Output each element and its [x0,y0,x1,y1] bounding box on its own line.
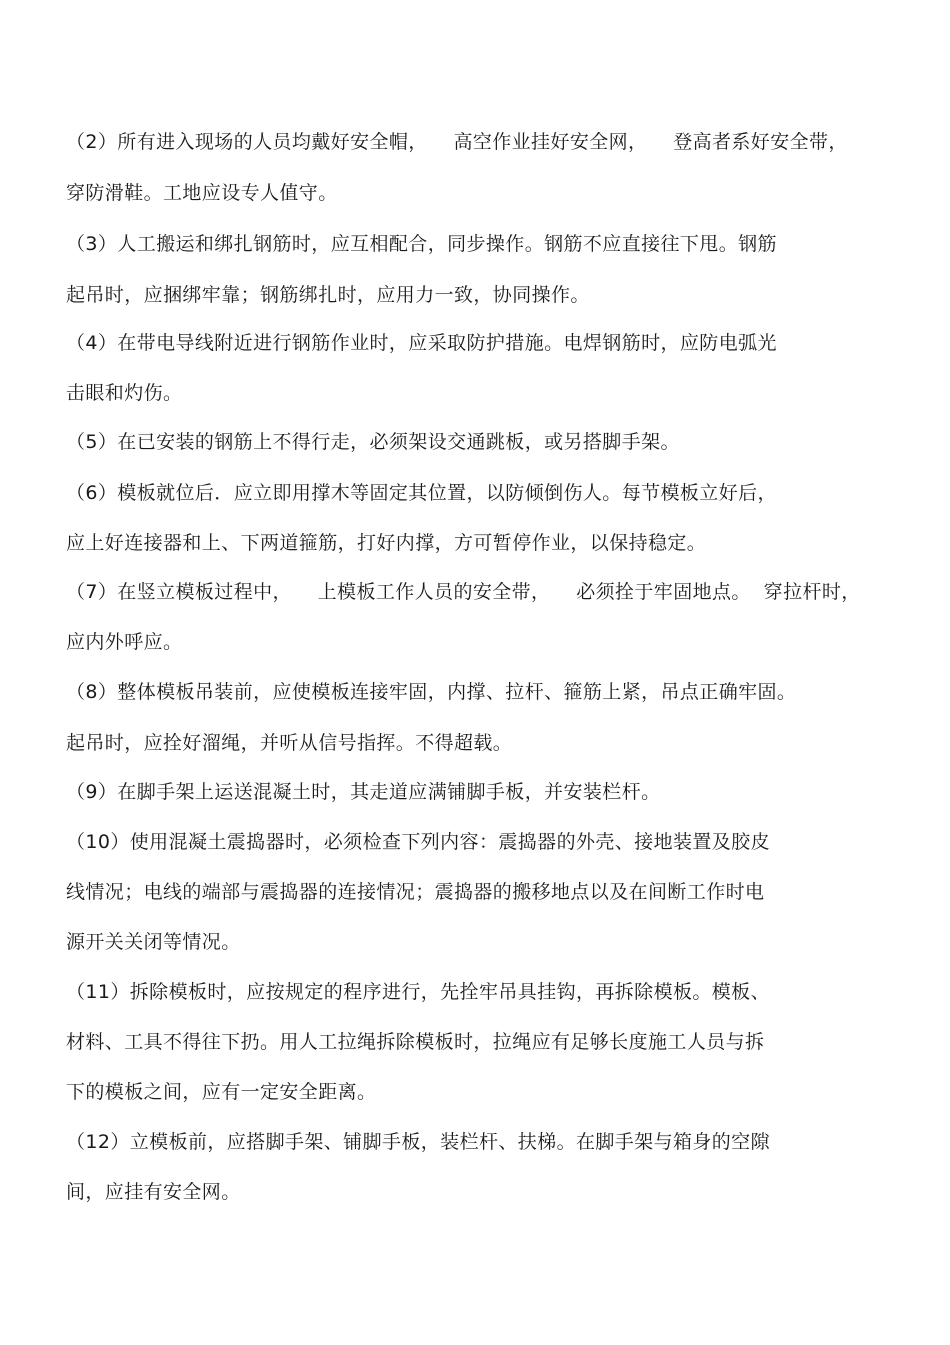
text-line: 应内外呼应。 [66,631,183,653]
text-line: 应上好连接器和上、下两道箍筋，打好内撑，方可暂停作业，以保持稳定。 [66,532,707,554]
text-line: （11）拆除模板时，应按规定的程序进行，先拴牢吊具挂钩，再拆除模板。模板、 [66,981,770,1003]
text-line: （3）人工搬运和绑扎钢筋时，应互相配合，同步操作。钢筋不应直接往下甩。钢筋 [66,233,777,255]
text-line: 线情况；电线的端部与震捣器的连接情况；震捣器的搬移地点以及在间断工作时电 [66,881,765,903]
text-line: （7）在竖立模板过程中， 上模板工作人员的安全带， 必须拴于牢固地点。 穿拉杆时， [66,581,861,603]
text-line: （10）使用混凝土震捣器时，必须检查下列内容：震捣器的外壳、接地装置及胶皮 [66,831,770,853]
text-line: （2）所有进入现场的人员均戴好安全帽， 高空作业挂好安全网， 登高者系好安全带， [66,131,848,153]
text-line: 材料、工具不得往下扔。用人工拉绳拆除模板时，拉绳应有足够长度施工人员与拆 [66,1031,765,1053]
text-line: 源开关关闭等情况。 [66,931,241,953]
text-line: （12）立模板前，应搭脚手架、铺脚手板，装栏杆、扶梯。在脚手架与箱身的空隙 [66,1131,770,1153]
text-line: 击眼和灼伤。 [66,382,183,404]
text-line: （8）整体模板吊装前，应使模板连接牢固，内撑、拉杆、箍筋上紧，吊点正确牢固。 [66,681,797,703]
text-line: （6）模板就位后．应立即用撑木等固定其位置，以防倾倒伤人。每节模板立好后， [66,482,777,504]
text-line: 穿防滑鞋。工地应设专人值守。 [66,182,338,204]
text-line: 下的模板之间，应有一定安全距离。 [66,1081,377,1103]
text-line: （5）在已安装的钢筋上不得行走，必须架设交通跳板，或另搭脚手架。 [66,431,680,453]
text-line: 起吊时，应捆绑牢靠；钢筋绑扎时，应用力一致，协同操作。 [66,284,590,306]
text-line: （4）在带电导线附近进行钢筋作业时，应采取防护措施。电焊钢筋时，应防电弧光 [66,332,777,354]
text-line: 间，应挂有安全网。 [66,1181,241,1203]
text-line: 起吊时，应拴好溜绳，并听从信号指挥。不得超载。 [66,732,513,754]
text-line: （9）在脚手架上运送混凝土时，其走道应满铺脚手板，并安装栏杆。 [66,781,661,803]
